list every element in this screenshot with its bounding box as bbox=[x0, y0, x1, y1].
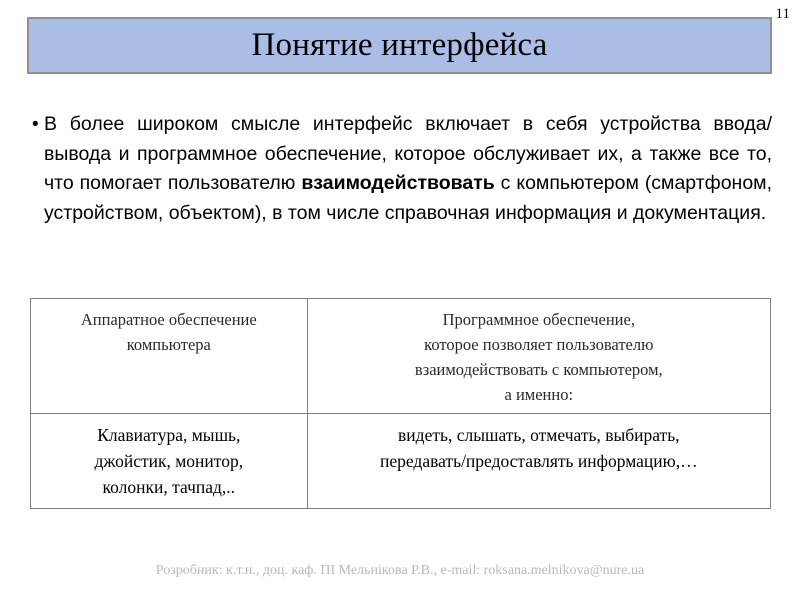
footer-credits: Розробник: к.т.н., доц. каф. ПІ Мельнікова Р.В., e-mail: roksana.melnikova@nure.ua bbox=[155, 563, 645, 578]
table-row bbox=[31, 414, 771, 509]
bullet-text bbox=[44, 110, 772, 228]
page-number: 11 bbox=[775, 6, 790, 22]
table-header-software-line: взаимодействовать с компьютером, bbox=[414, 360, 663, 379]
bullet-item bbox=[32, 110, 772, 228]
table-header-hardware bbox=[31, 299, 308, 414]
table-header-software-line: а именно: bbox=[504, 385, 574, 404]
table-cell-line: джойстик, монитор, bbox=[94, 451, 244, 471]
bullet-text-start: В более широком смысле интерфейс включает в себя устройства ввода/вывода и программное обеспечение, которое обслуживает их, а также все то, что помогает пользователю bbox=[44, 113, 772, 194]
table-cell-line: колонки, тачпад,.. bbox=[102, 477, 236, 497]
table-header-software bbox=[307, 299, 770, 414]
bullet-marker: • bbox=[32, 114, 39, 135]
table-header-software-line: которое позволяет пользователю bbox=[424, 335, 654, 354]
table-cell-line: Клавиатура, мышь, bbox=[97, 425, 241, 445]
table-cell-line: передавать/предоставлять информацию,… bbox=[380, 451, 698, 471]
title-banner bbox=[27, 17, 772, 74]
table-cell-hardware-devices bbox=[31, 414, 308, 509]
table-header-row bbox=[31, 299, 771, 414]
bullet-list bbox=[32, 110, 772, 228]
table-header-software-line: Программное обеспечение, bbox=[442, 310, 635, 329]
table-header-hardware-line: компьютера bbox=[126, 335, 211, 354]
table-cell-line: видеть, слышать, отмечать, выбирать, bbox=[398, 425, 680, 445]
hardware-software-table bbox=[30, 298, 771, 509]
slide-title: Понятие интерфейса bbox=[251, 27, 548, 63]
table-header-hardware-line: Аппаратное обеспечение bbox=[80, 310, 257, 329]
bullet-bold-word: взаимодействовать bbox=[301, 172, 495, 194]
table-cell-software-actions bbox=[307, 414, 770, 509]
bullet-text-end: с компьютером (смартфоном, устройством, объектом), в том числе справочная информация и документация. bbox=[44, 172, 772, 224]
